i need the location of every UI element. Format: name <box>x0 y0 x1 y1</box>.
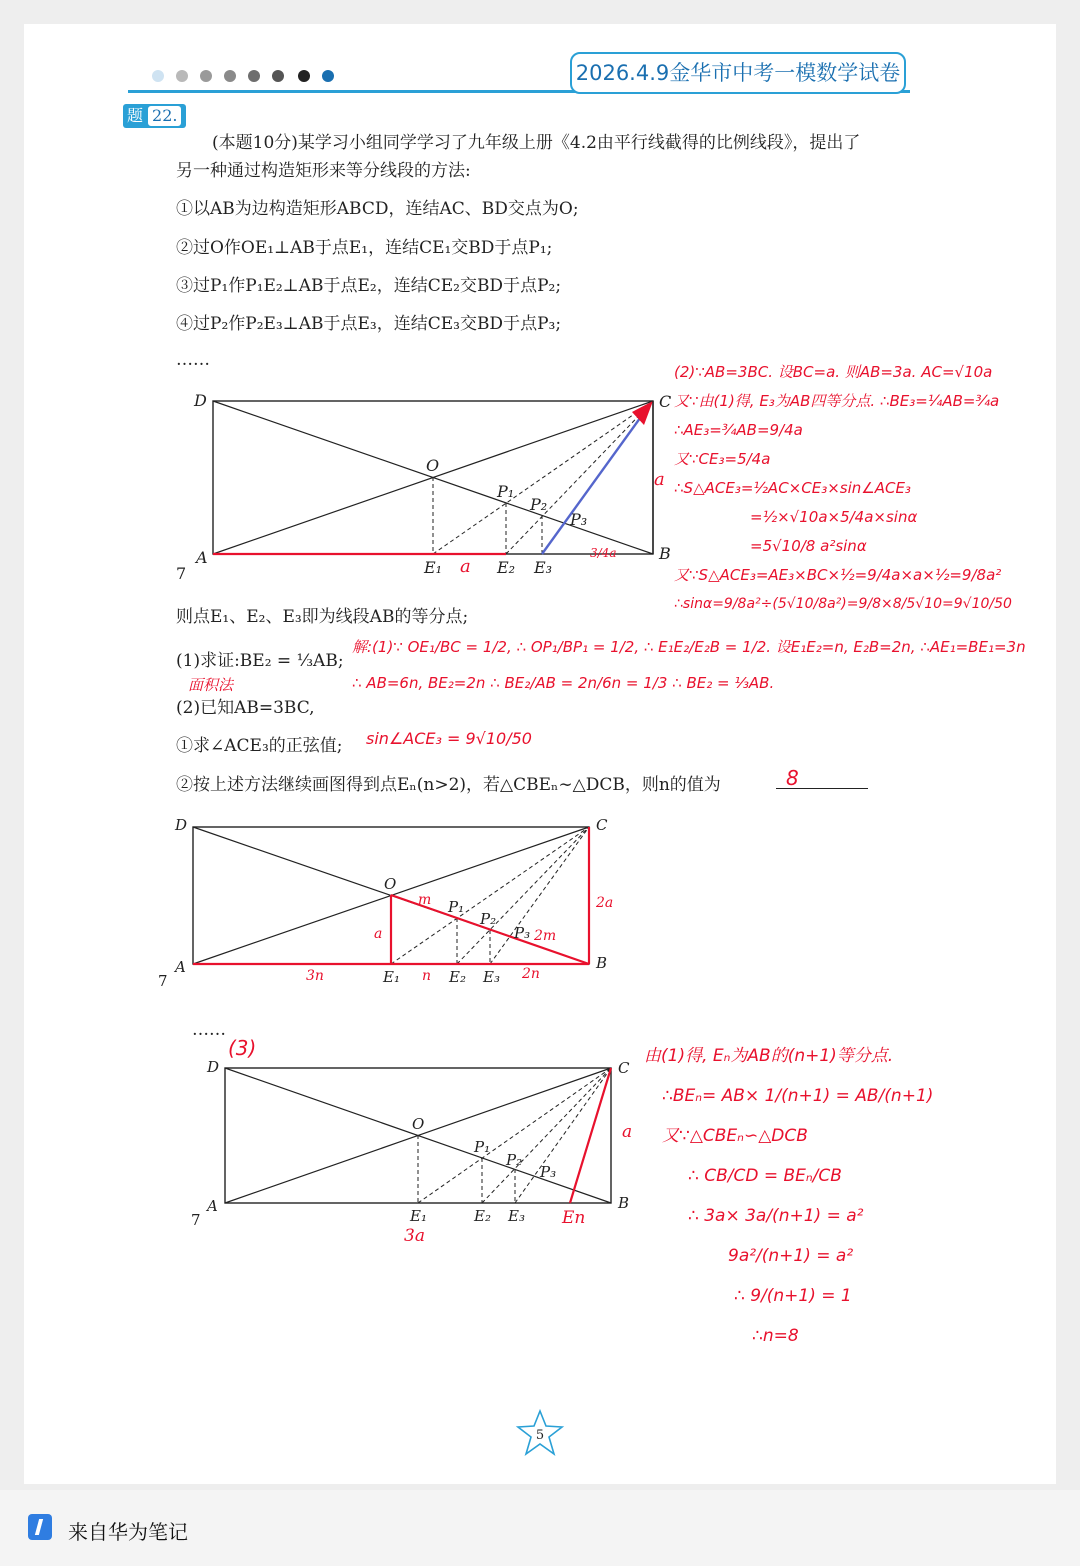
hw-fig2-2n: 2n <box>522 966 540 982</box>
step-3: ③过P₁作P₁E₂⊥AB于点E₂，连结CE₂交BD于点P₂; <box>176 276 562 296</box>
figure-2 <box>150 812 630 992</box>
label-e3-2: E₃ <box>483 968 500 986</box>
hw-three-quarter-a: 3/4a <box>590 546 617 560</box>
label-e1: E₁ <box>424 558 443 577</box>
label-p1: P₁ <box>497 482 515 501</box>
hw-note-line: ∴S△ACE₃=½AC×CE₃×sin∠ACE₃ <box>674 479 911 497</box>
hw-fig2-a: a <box>374 926 383 942</box>
label-d-3: D <box>207 1058 220 1076</box>
hw-part2-answer: sin∠ACE₃ = 9√10/50 <box>366 729 532 748</box>
label-p3-3: P₃ <box>540 1163 557 1181</box>
label-seven: 7 <box>176 564 187 583</box>
hw-area-method: 面积法 <box>188 676 234 694</box>
answer-blank <box>776 766 868 789</box>
header-dot <box>152 70 164 82</box>
part-2-2: ②按上述方法继续画图得到点Eₙ(n>2)，若△CBEₙ∼△DCB，则n的值为 <box>176 775 721 795</box>
label-b: B <box>659 544 671 563</box>
label-d-2: D <box>175 816 188 834</box>
label-e2-2: E₂ <box>449 968 466 986</box>
part-1: (1)求证:BE₂ = ⅓AB; <box>176 651 344 671</box>
label-p3-2: P₃ <box>514 924 531 942</box>
hw-note-line: 又∵S△ACE₃=AE₃×BC×½=9/4a×a×½=9/8a² <box>674 566 1002 584</box>
label-o-2: O <box>384 875 397 893</box>
line-ce2-3 <box>482 1068 611 1203</box>
label-o-3: O <box>412 1115 425 1133</box>
hw-part3-line: ∴ CB/CD = BEₙ/CB <box>688 1166 842 1186</box>
header-dot <box>224 70 236 82</box>
part-2: (2)已知AB=3BC, <box>176 698 315 718</box>
hw-fig2-m: m <box>418 892 432 908</box>
hw-note-line: ∴sinα=9/8a²÷(5√10/8a²)=9/8×8/5√10=9√10/50 <box>674 596 1012 612</box>
figure-3 <box>180 1055 650 1255</box>
page-number: 5 <box>535 1428 545 1443</box>
label-p3: P₃ <box>570 510 588 529</box>
step-4: ④过P₂作P₂E₃⊥AB于点E₃，连结CE₃交BD于点P₃; <box>176 314 562 334</box>
hw-note-line: 又∵CE₃=5/4a <box>674 450 771 468</box>
label-e1-2: E₁ <box>383 968 400 986</box>
hw-right-notes <box>674 358 1012 619</box>
hw-note-line: =5√10/8 a²sinα <box>750 537 867 555</box>
line-ce3-3 <box>515 1068 611 1203</box>
label-a-3: A <box>207 1197 218 1215</box>
hw-note-line: (2)∵AB=3BC. 设BC=a. 则AB=3a. AC=√10a <box>674 363 993 381</box>
red-cen <box>570 1068 611 1203</box>
line-ce1-3 <box>418 1068 611 1203</box>
header-dot <box>248 70 260 82</box>
hw-note-line: ∴AE₃=¾AB=9/4a <box>674 421 803 439</box>
hw-part3-line: ∴ 9/(n+1) = 1 <box>734 1286 852 1306</box>
hw-part3-line: ∴ 3a× 3a/(n+1) = a² <box>688 1206 864 1226</box>
label-p1-2: P₁ <box>448 898 465 916</box>
figure-1 <box>170 385 690 585</box>
huawei-notes-icon <box>28 1514 52 1540</box>
label-c: C <box>659 392 672 411</box>
hw-answer-value: 8 <box>786 766 799 790</box>
label-p1-3: P₁ <box>474 1138 491 1156</box>
label-e2-3: E₂ <box>474 1207 491 1225</box>
label-a: A <box>196 548 208 567</box>
footer-source: 来自华为笔记 <box>68 1520 188 1544</box>
header-dot <box>272 70 284 82</box>
label-c-3: C <box>618 1059 630 1077</box>
label-seven-2: 7 <box>158 972 168 990</box>
hw-part3-line: 9a²/(n+1) = a² <box>728 1246 854 1266</box>
hw-fig2-3n: 3n <box>306 968 324 984</box>
hw-fig2-2a: 2a <box>596 895 614 911</box>
label-seven-3: 7 <box>191 1211 201 1229</box>
label-o: O <box>426 456 440 475</box>
question-number: 22. <box>147 105 182 127</box>
hw-part3-notes <box>644 1036 933 1356</box>
question-intro-2: 另一种通过构造矩形来等分线段的方法: <box>176 161 471 181</box>
exam-title: 2026.4.9金华市中考一模数学试卷 <box>570 52 906 94</box>
hw-fig2-n: n <box>422 968 432 984</box>
hw-fig3-en: En <box>562 1208 586 1228</box>
label-p2: P₂ <box>530 495 548 514</box>
hw-part3-marker: (3) <box>228 1036 257 1060</box>
label-e3-3: E₃ <box>508 1207 525 1225</box>
hw-part3-line: 由(1)得, Eₙ为AB的(n+1)等分点. <box>644 1046 894 1066</box>
label-p2-2: P₂ <box>480 910 497 928</box>
hw-fig2-2m: 2m <box>534 928 557 944</box>
hw-part3-line: ∴BEₙ= AB× 1/(n+1) = AB/(n+1) <box>662 1086 934 1106</box>
line-ce2-2 <box>457 827 589 964</box>
hw-e1e2-a: a <box>460 556 471 577</box>
ellipsis-2: …… <box>192 1020 226 1040</box>
label-c-2: C <box>596 816 608 834</box>
question-badge-label: 题 <box>127 106 144 125</box>
header-dot <box>200 70 212 82</box>
question-badge <box>123 104 186 128</box>
ellipsis: …… <box>176 350 210 370</box>
blue-line-ce3 <box>542 407 648 554</box>
hw-fig3-a: a <box>622 1122 633 1142</box>
part-2-1: ①求∠ACE₃的正弦值; <box>176 736 343 756</box>
hw-note-line: 又∵由(1)得, E₃为AB四等分点. ∴BE₃=¼AB=¾a <box>674 392 1000 410</box>
conclusion: 则点E₁、E₂、E₃即为线段AB的等分点; <box>176 607 469 627</box>
step-1: ①以AB为边构造矩形ABCD，连结AC、BD交点为O; <box>176 199 579 219</box>
question-intro: (本题10分)某学习小组同学学习了九年级上册《4.2由平行线截得的比例线段》，提出了 <box>212 133 861 153</box>
label-e3: E₃ <box>534 558 553 577</box>
hw-part3-line: 又∵△CBEₙ∽△DCB <box>662 1126 808 1146</box>
line-ce1 <box>433 401 653 554</box>
header-dot <box>298 70 310 82</box>
label-p2-3: P₂ <box>506 1151 523 1169</box>
page-number-star <box>514 1408 566 1458</box>
label-e1-3: E₁ <box>410 1207 427 1225</box>
label-e2: E₂ <box>497 558 516 577</box>
header-dot <box>176 70 188 82</box>
line-ce2 <box>506 401 653 554</box>
hw-side-a: a <box>654 469 665 490</box>
hw-note-line: =½×√10a×5/4a×sinα <box>750 508 918 526</box>
label-d: D <box>194 391 207 410</box>
label-b-2: B <box>596 954 608 972</box>
hw-part1-solution: 解:(1)∵ OE₁/BC = 1/2, ∴ OP₁/BP₁ = 1/2, ∴ E₁E₂/E₂B = 1/2. 设E₁E₂=n, E₂B=2n, ∴AE₁=BE₁=3n <box>352 638 1026 656</box>
hw-part3-line: ∴n=8 <box>752 1326 799 1346</box>
label-a-2: A <box>175 958 186 976</box>
header-dot <box>322 70 334 82</box>
hw-fig3-3a: 3a <box>404 1226 425 1246</box>
step-2: ②过O作OE₁⊥AB于点E₁，连结CE₁交BD于点P₁; <box>176 238 553 258</box>
hw-part1-solution-2: ∴ AB=6n, BE₂=2n ∴ BE₂/AB = 2n/6n = 1/3 ∴ BE₂ = ⅓AB. <box>352 674 775 692</box>
label-b-3: B <box>618 1194 630 1212</box>
